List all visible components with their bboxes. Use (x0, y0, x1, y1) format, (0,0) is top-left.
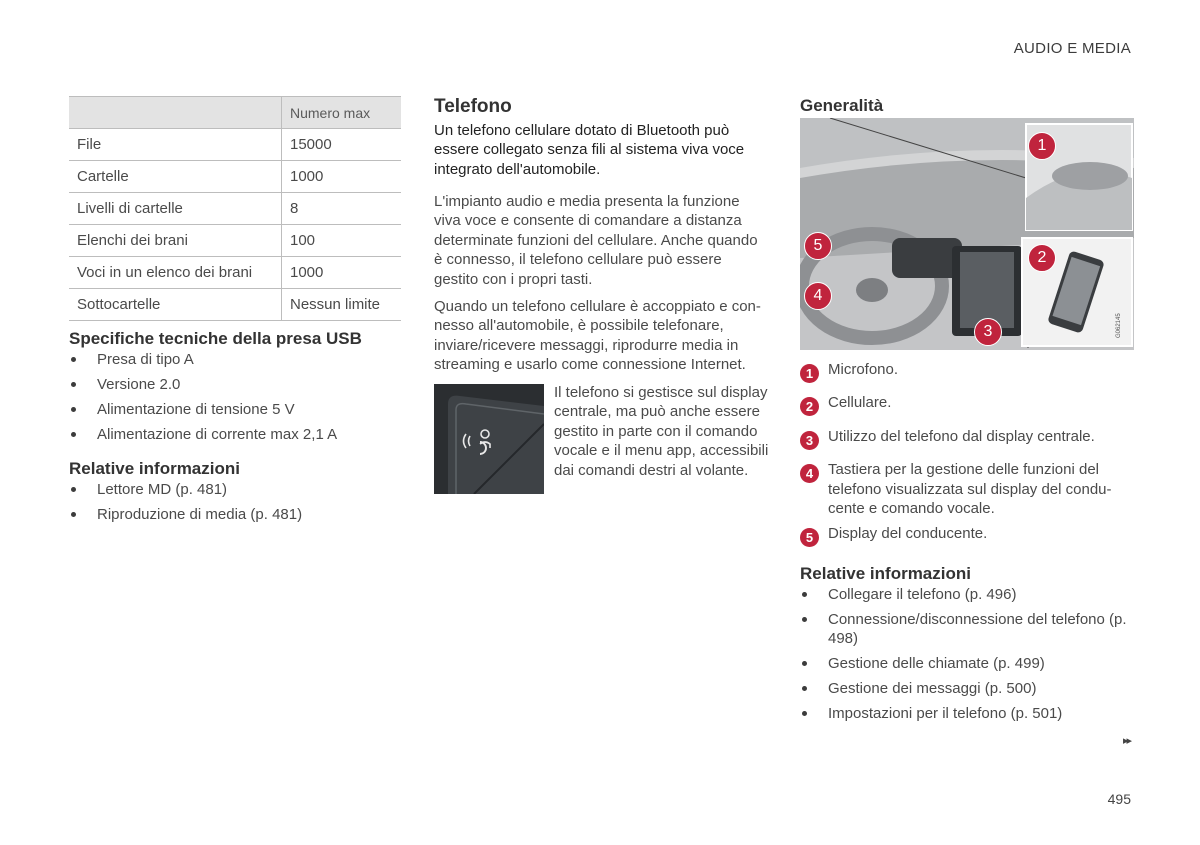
voice-control-button-image (434, 384, 544, 494)
callout-5: 5 (804, 232, 832, 260)
callout-3: 3 (974, 318, 1002, 346)
legend-item (800, 393, 1134, 415)
table-row (69, 289, 401, 321)
telefono-intro: Un telefono cellulare dotato di Bluetooth può essere collegato senza fili al sistema viva voce integrato dell'automobile. (434, 122, 745, 178)
car-dashboard-illustration (800, 118, 1134, 350)
table-cell: Sottocartelle (69, 289, 282, 321)
related-info-heading: Relative informazioni (800, 564, 971, 583)
related-info-heading: Relative informazioni (69, 459, 240, 478)
list-item: Alimentazione di corrente max 2,1 A (69, 425, 337, 444)
table-cell: Elenchi dei brani (69, 225, 282, 257)
telefono-paragraph: L'impianto audio e media presenta la funzione viva voce e consente di comandare a distanza determinate funzioni del cellulare. Anche quando è connesso, il telefono cellulare può essere gestito con i propri tasti. (434, 193, 758, 288)
generalita-heading: Generalità (800, 96, 884, 115)
related-info-list (69, 480, 302, 530)
usb-spec-heading: Specifiche tecniche della presa USB (69, 329, 362, 348)
related-info-list (800, 585, 1134, 729)
related-link-chiamate[interactable]: Gestione delle chiamate (p. 499) (800, 654, 1134, 673)
table-row (69, 129, 401, 161)
table-cell: File (69, 129, 282, 161)
related-link-messaggi[interactable]: Gestione dei messaggi (p. 500) (800, 679, 1134, 698)
table-row (69, 257, 401, 289)
legend-item (800, 427, 1134, 446)
page-number: 495 (1107, 791, 1131, 807)
table-header-row (69, 97, 401, 129)
legend-number: 1 (800, 364, 819, 383)
usb-spec-list (69, 350, 337, 450)
usb-limits-table (69, 96, 401, 321)
list-item: Versione 2.0 (69, 375, 337, 394)
legend-text: Utilizzo del telefono dal display centrale. (828, 427, 1095, 445)
table-header-cell: Numero max (282, 97, 402, 129)
telefono-heading: Telefono (434, 96, 512, 117)
legend-number: 4 (800, 464, 819, 483)
diagram-legend (800, 360, 1134, 558)
table-cell: 1000 (282, 161, 402, 193)
section-header: AUDIO E MEDIA (1013, 40, 1131, 57)
telefono-paragraph: Quando un telefono cellulare è accoppiato e con-nesso all'automobile, è possibile telefonare, inviare/ricevere messaggi, riprodurre media in streaming e usarlo come connessione Internet. (434, 298, 761, 374)
table-row (69, 193, 401, 225)
table-row (69, 161, 401, 193)
related-link-collegare[interactable]: Collegare il telefono (p. 496) (800, 585, 1134, 604)
list-item: Presa di tipo A (69, 350, 337, 369)
car-interior-diagram (800, 118, 1134, 350)
callout-1: 1 (1028, 132, 1056, 160)
image-code: G062145 (1116, 313, 1122, 338)
callout-2: 2 (1028, 244, 1056, 272)
legend-number: 2 (800, 397, 819, 416)
legend-item (800, 524, 1134, 546)
legend-item (800, 360, 1134, 379)
related-link-connessione[interactable]: Connessione/disconnessione del telefono (p. 498) (800, 610, 1134, 648)
table-cell: 1000 (282, 257, 402, 289)
callout-4: 4 (804, 282, 832, 310)
table-header-cell (69, 97, 282, 129)
table-cell: 15000 (282, 129, 402, 161)
telefono-control-paragraph: Il telefono si gestisce sul display centrale, ma può anche essere gestito in parte con il comando vocale e il menu app, accessibili dai comandi destri al volante. (554, 384, 769, 479)
legend-text: Microfono. (828, 361, 899, 378)
legend-text: Cellulare. (828, 394, 892, 412)
table-row (69, 225, 401, 257)
legend-number: 3 (800, 431, 819, 450)
legend-text: Tastiera per la gestione delle funzioni del telefono visualizzata sul display del condu-cente e comando vocale. (828, 461, 1112, 518)
related-link-lettore-md[interactable]: Lettore MD (p. 481) (69, 480, 302, 499)
voice-button-illustration (434, 384, 544, 494)
table-cell: Cartelle (69, 161, 282, 193)
related-link-impostazioni[interactable]: Impostazioni per il telefono (p. 501) (800, 704, 1134, 723)
legend-text: Display del conducente. (828, 525, 988, 543)
continue-arrows-icon: ▸▸ (1122, 735, 1130, 747)
table-cell: 8 (282, 193, 402, 225)
table-cell: 100 (282, 225, 402, 257)
table-cell: Nessun limite (282, 289, 402, 321)
list-item: Alimentazione di tensione 5 V (69, 400, 337, 419)
table-cell: Livelli di cartelle (69, 193, 282, 225)
legend-number: 5 (800, 528, 819, 547)
related-link-riproduzione[interactable]: Riproduzione di media (p. 481) (69, 505, 302, 524)
table-cell: Voci in un elenco dei brani (69, 257, 282, 289)
legend-item (800, 460, 1134, 518)
